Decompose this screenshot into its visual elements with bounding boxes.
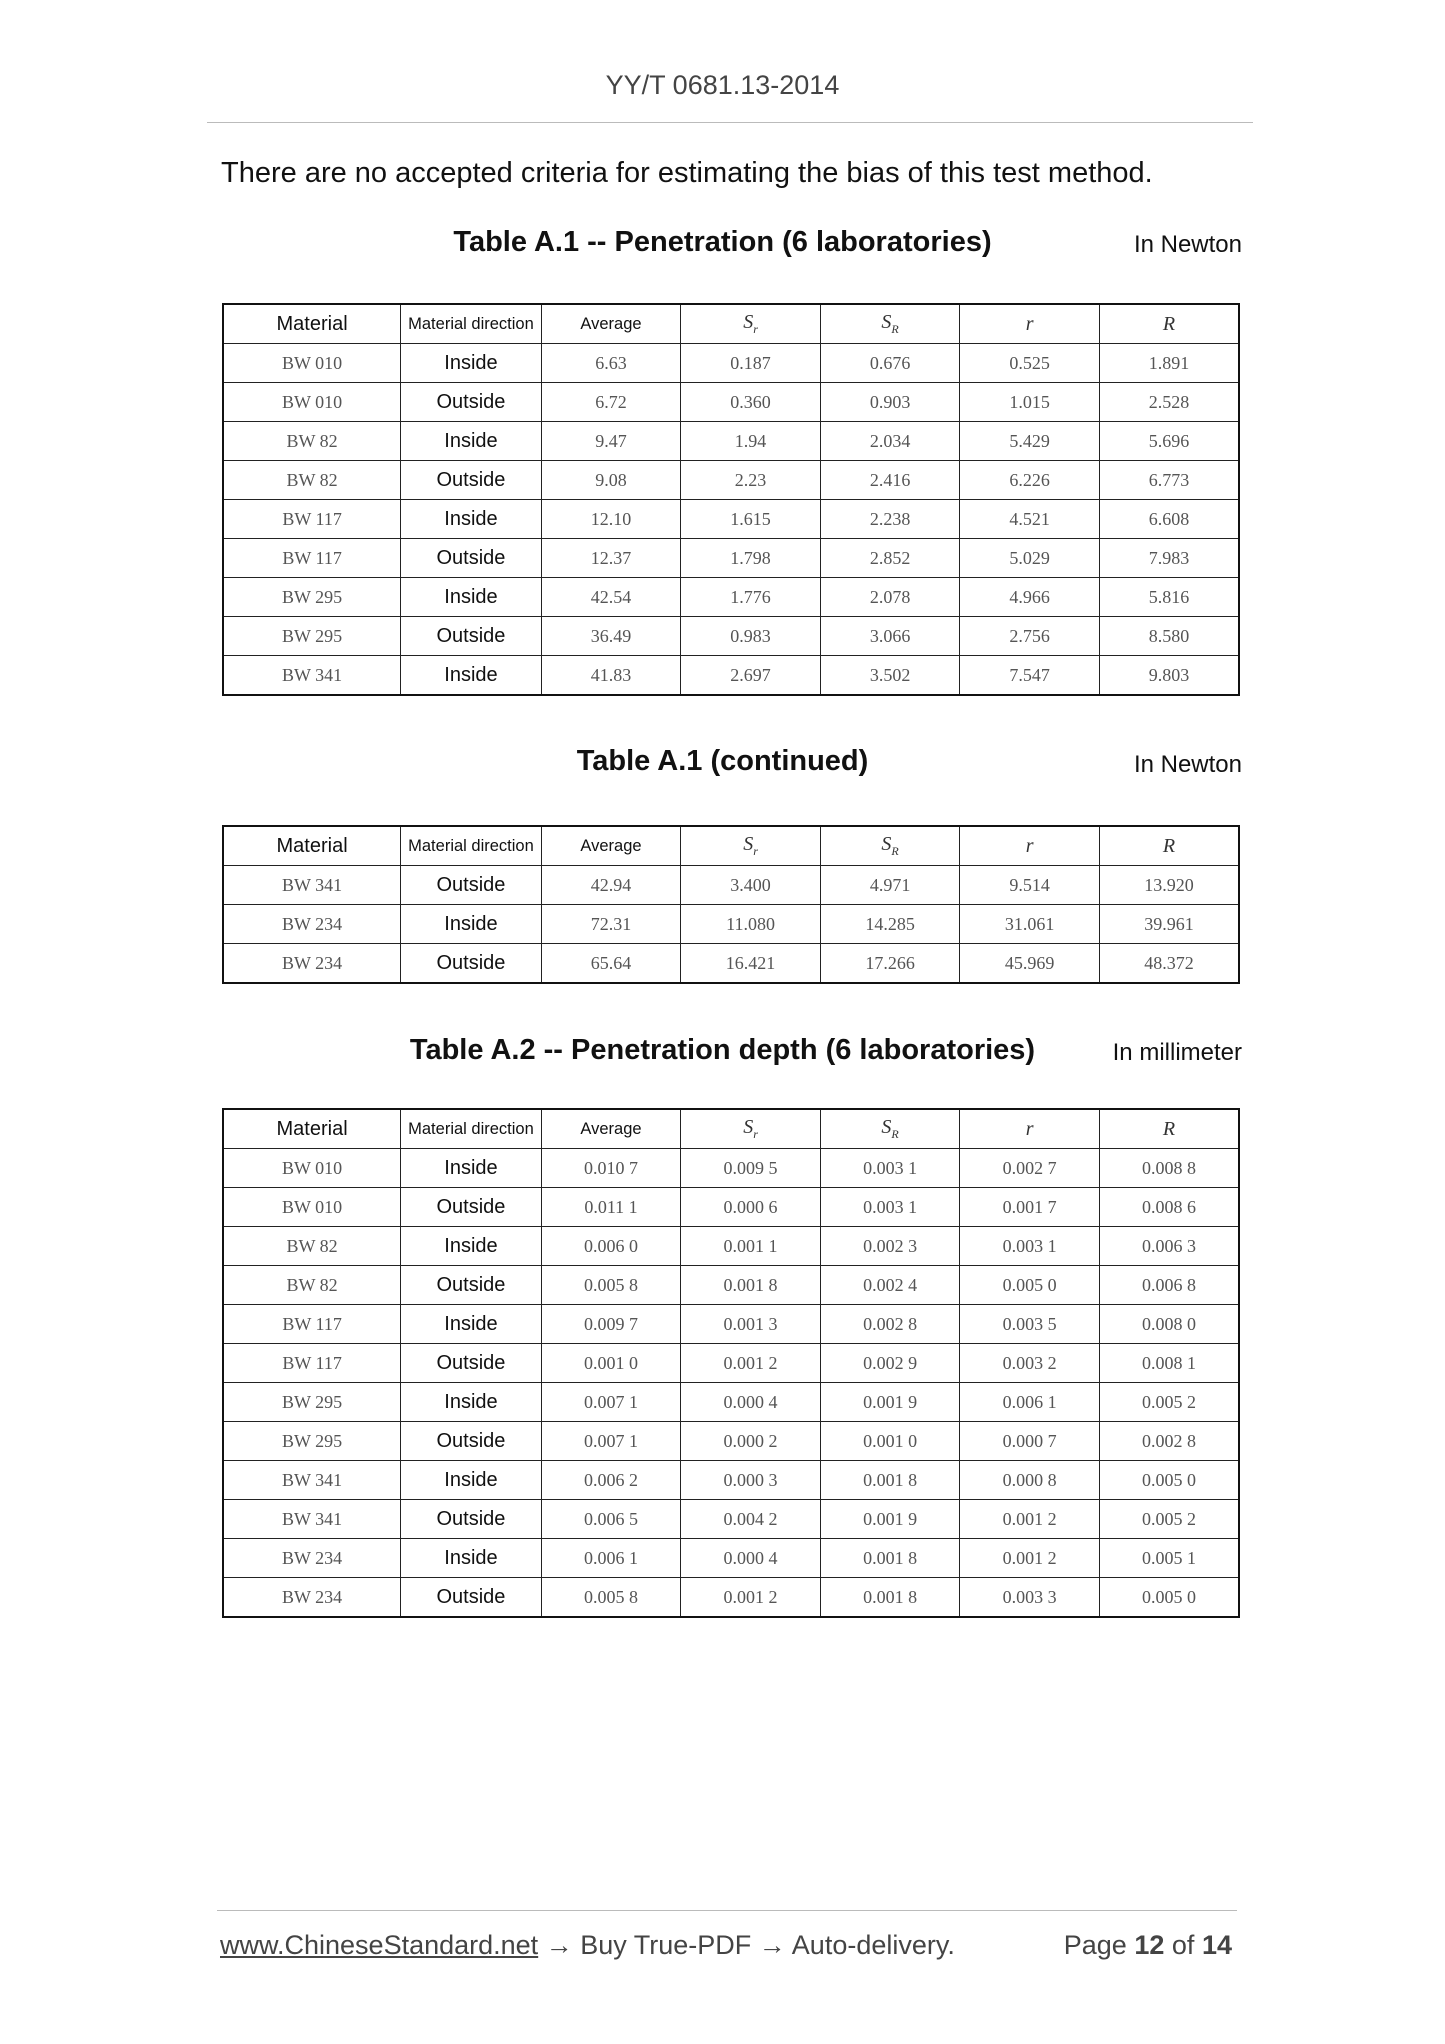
header-s-big-r-subscript: R (891, 1127, 899, 1141)
table-a1-cont-body (223, 866, 1239, 984)
table-a1-body (223, 344, 1239, 696)
table-row (223, 866, 1239, 905)
cell-r: 0.003 1 (960, 1227, 1100, 1266)
cell-s-big-r: 0.676 (820, 344, 960, 383)
cell-sr: 0.001 3 (681, 1305, 821, 1344)
cell-material: BW 117 (223, 539, 401, 578)
website-link[interactable]: www.ChineseStandard.net (220, 1930, 539, 1960)
header-reproducibility-R: R (1099, 304, 1239, 344)
header-material-direction: Material direction (401, 304, 542, 344)
cell-direction: Outside (401, 1266, 542, 1305)
header-average: Average (541, 826, 681, 866)
cell-s-big-r: 3.502 (820, 656, 960, 696)
cell-s-big-r: 0.003 1 (820, 1149, 960, 1188)
cell-material: BW 82 (223, 1227, 401, 1266)
cell-s-big-r: 0.001 9 (820, 1383, 960, 1422)
cell-sr: 0.004 2 (681, 1500, 821, 1539)
cell-material: BW 010 (223, 1188, 401, 1227)
header-row (223, 826, 1239, 866)
cell-average: 12.10 (541, 500, 681, 539)
cell-direction: Outside (401, 617, 542, 656)
cell-r: 4.521 (960, 500, 1100, 539)
table-row (223, 1305, 1239, 1344)
cell-r: 0.001 7 (960, 1188, 1100, 1227)
cell-big-r: 6.773 (1099, 461, 1239, 500)
cell-sr: 0.001 2 (681, 1344, 821, 1383)
table-row (223, 1578, 1239, 1618)
cell-average: 6.72 (541, 383, 681, 422)
page-indicator (1064, 1930, 1232, 1961)
header-material-direction: Material direction (401, 826, 542, 866)
table-a2-title: Table A.2 -- Penetration depth (6 laboratories) (409, 1034, 1036, 1066)
cell-direction: Outside (401, 383, 542, 422)
header-material: Material (223, 304, 401, 344)
table-row (223, 578, 1239, 617)
table-a1-cont-head (223, 826, 1239, 866)
cell-average: 0.007 1 (541, 1422, 681, 1461)
cell-big-r: 0.008 8 (1099, 1149, 1239, 1188)
cell-s-big-r: 2.852 (820, 539, 960, 578)
header-repeatability-r: r (960, 1109, 1100, 1149)
cell-material: BW 82 (223, 1266, 401, 1305)
cell-s-big-r: 0.001 8 (820, 1539, 960, 1578)
cell-average: 12.37 (541, 539, 681, 578)
header-s-big-r-symbol: S (881, 833, 892, 855)
header-average: Average (541, 1109, 681, 1149)
header-average: Average (541, 304, 681, 344)
table-row (223, 344, 1239, 383)
table-row (223, 1383, 1239, 1422)
cell-average: 0.005 8 (541, 1266, 681, 1305)
table-row (223, 1344, 1239, 1383)
cell-r: 5.429 (960, 422, 1100, 461)
cell-sr: 3.400 (681, 866, 821, 905)
cell-sr: 0.009 5 (681, 1149, 821, 1188)
footer-divider (217, 1910, 1237, 1911)
cell-s-big-r: 2.034 (820, 422, 960, 461)
cell-s-big-r: 3.066 (820, 617, 960, 656)
header-repeatability-r: r (960, 304, 1100, 344)
cell-direction: Inside (401, 500, 542, 539)
cell-direction: Inside (401, 1305, 542, 1344)
cell-sr: 0.001 2 (681, 1578, 821, 1618)
cell-direction: Outside (401, 461, 542, 500)
table-a1 (222, 303, 1240, 696)
cell-r: 0.006 1 (960, 1383, 1100, 1422)
cell-material: BW 82 (223, 422, 401, 461)
header-sr (681, 304, 821, 344)
cell-sr: 0.000 4 (681, 1383, 821, 1422)
cell-direction: Outside (401, 1500, 542, 1539)
cell-material: BW 117 (223, 500, 401, 539)
cell-big-r: 8.580 (1099, 617, 1239, 656)
cell-average: 6.63 (541, 344, 681, 383)
header-sr (681, 826, 821, 866)
header-sr-subscript: r (753, 844, 758, 858)
cell-direction: Inside (401, 1383, 542, 1422)
cell-sr: 0.001 8 (681, 1266, 821, 1305)
header-divider (207, 122, 1253, 123)
cell-sr: 11.080 (681, 905, 821, 944)
cell-r: 2.756 (960, 617, 1100, 656)
table-row (223, 656, 1239, 696)
cell-sr: 16.421 (681, 944, 821, 984)
cell-material: BW 295 (223, 1422, 401, 1461)
header-repeatability-r: r (960, 826, 1100, 866)
cell-big-r: 7.983 (1099, 539, 1239, 578)
cell-s-big-r: 0.001 0 (820, 1422, 960, 1461)
cell-big-r: 0.005 1 (1099, 1539, 1239, 1578)
document-id-header: YY/T 0681.13-2014 (605, 70, 840, 100)
cell-average: 42.94 (541, 866, 681, 905)
header-reproducibility-R: R (1099, 826, 1239, 866)
buy-pdf-text: Buy True-PDF (580, 1930, 752, 1960)
cell-s-big-r: 0.001 8 (820, 1578, 960, 1618)
table-row (223, 500, 1239, 539)
page-of-label: of (1171, 1930, 1195, 1960)
cell-r: 9.514 (960, 866, 1100, 905)
table-a1-cont-unit: In Newton (1133, 751, 1242, 778)
cell-r: 4.966 (960, 578, 1100, 617)
cell-big-r: 5.696 (1099, 422, 1239, 461)
arrow-icon: → (758, 1930, 786, 1960)
cell-material: BW 295 (223, 1383, 401, 1422)
page-footer (220, 1930, 1232, 1961)
cell-sr: 1.94 (681, 422, 821, 461)
table-row (223, 1500, 1239, 1539)
cell-r: 0.003 2 (960, 1344, 1100, 1383)
cell-s-big-r: 0.002 4 (820, 1266, 960, 1305)
header-s-big-r-symbol: S (881, 311, 892, 333)
cell-average: 0.011 1 (541, 1188, 681, 1227)
cell-big-r: 0.008 6 (1099, 1188, 1239, 1227)
cell-material: BW 010 (223, 344, 401, 383)
cell-r: 0.001 2 (960, 1500, 1100, 1539)
cell-direction: Inside (401, 656, 542, 696)
table-row (223, 539, 1239, 578)
header-sr-symbol: S (743, 311, 754, 333)
cell-material: BW 010 (223, 1149, 401, 1188)
cell-big-r: 0.002 8 (1099, 1422, 1239, 1461)
header-row (223, 304, 1239, 344)
cell-sr: 0.000 3 (681, 1461, 821, 1500)
header-material-direction: Material direction (401, 1109, 542, 1149)
table-a1-head (223, 304, 1239, 344)
page-total: 14 (1201, 1930, 1232, 1960)
arrow-icon: → (545, 1930, 573, 1960)
cell-sr: 2.697 (681, 656, 821, 696)
header-s-big-r-subscript: R (891, 844, 899, 858)
cell-s-big-r: 0.001 8 (820, 1461, 960, 1500)
cell-material: BW 341 (223, 656, 401, 696)
header-s-big-r (820, 304, 960, 344)
cell-big-r: 0.006 8 (1099, 1266, 1239, 1305)
header-sr (681, 1109, 821, 1149)
cell-material: BW 234 (223, 1539, 401, 1578)
cell-average: 0.009 7 (541, 1305, 681, 1344)
cell-sr: 1.776 (681, 578, 821, 617)
cell-material: BW 010 (223, 383, 401, 422)
table-row (223, 1539, 1239, 1578)
cell-average: 36.49 (541, 617, 681, 656)
table-a1-continued (222, 825, 1240, 984)
cell-big-r: 9.803 (1099, 656, 1239, 696)
cell-average: 0.001 0 (541, 1344, 681, 1383)
header-sr-symbol: S (743, 833, 754, 855)
cell-direction: Inside (401, 578, 542, 617)
cell-direction: Outside (401, 944, 542, 984)
cell-s-big-r: 2.078 (820, 578, 960, 617)
cell-big-r: 0.006 3 (1099, 1227, 1239, 1266)
cell-r: 0.000 8 (960, 1461, 1100, 1500)
cell-sr: 2.23 (681, 461, 821, 500)
cell-big-r: 0.005 0 (1099, 1578, 1239, 1618)
cell-direction: Outside (401, 1188, 542, 1227)
table-row (223, 461, 1239, 500)
cell-material: BW 295 (223, 578, 401, 617)
cell-direction: Inside (401, 422, 542, 461)
cell-r: 45.969 (960, 944, 1100, 984)
table-a2-head (223, 1109, 1239, 1149)
cell-big-r: 1.891 (1099, 344, 1239, 383)
table-row (223, 383, 1239, 422)
cell-sr: 0.000 6 (681, 1188, 821, 1227)
cell-direction: Inside (401, 1149, 542, 1188)
header-material: Material (223, 826, 401, 866)
cell-s-big-r: 2.416 (820, 461, 960, 500)
cell-s-big-r: 17.266 (820, 944, 960, 984)
cell-s-big-r: 0.002 8 (820, 1305, 960, 1344)
cell-material: BW 234 (223, 944, 401, 984)
cell-average: 9.08 (541, 461, 681, 500)
header-sr-subscript: r (753, 322, 758, 336)
cell-big-r: 6.608 (1099, 500, 1239, 539)
header-sr-symbol: S (743, 1116, 754, 1138)
header-material: Material (223, 1109, 401, 1149)
cell-r: 0.001 2 (960, 1539, 1100, 1578)
header-s-big-r (820, 826, 960, 866)
cell-big-r: 39.961 (1099, 905, 1239, 944)
header-s-big-r (820, 1109, 960, 1149)
table-row (223, 1188, 1239, 1227)
cell-direction: Outside (401, 539, 542, 578)
cell-big-r: 5.816 (1099, 578, 1239, 617)
cell-r: 1.015 (960, 383, 1100, 422)
cell-direction: Inside (401, 1227, 542, 1266)
table-row (223, 1149, 1239, 1188)
cell-material: BW 117 (223, 1305, 401, 1344)
cell-material: BW 234 (223, 1578, 401, 1618)
cell-s-big-r: 0.002 9 (820, 1344, 960, 1383)
cell-r: 0.003 3 (960, 1578, 1100, 1618)
cell-s-big-r: 0.903 (820, 383, 960, 422)
table-a2 (222, 1108, 1240, 1618)
cell-sr: 1.615 (681, 500, 821, 539)
cell-material: BW 82 (223, 461, 401, 500)
cell-s-big-r: 14.285 (820, 905, 960, 944)
cell-big-r: 0.008 0 (1099, 1305, 1239, 1344)
table-a2-unit: In millimeter (1112, 1039, 1242, 1066)
cell-r: 0.002 7 (960, 1149, 1100, 1188)
header-sr-subscript: r (753, 1127, 758, 1141)
table-a1-unit: In Newton (1133, 231, 1242, 258)
cell-r: 0.005 0 (960, 1266, 1100, 1305)
table-row (223, 1461, 1239, 1500)
cell-big-r: 48.372 (1099, 944, 1239, 984)
table-row (223, 1422, 1239, 1461)
cell-r: 7.547 (960, 656, 1100, 696)
page-number: 12 (1134, 1930, 1165, 1960)
cell-average: 9.47 (541, 422, 681, 461)
header-s-big-r-subscript: R (891, 322, 899, 336)
page-label: Page (1063, 1930, 1127, 1960)
cell-sr: 0.983 (681, 617, 821, 656)
cell-r: 6.226 (960, 461, 1100, 500)
cell-s-big-r: 0.001 9 (820, 1500, 960, 1539)
cell-average: 65.64 (541, 944, 681, 984)
table-a2-body (223, 1149, 1239, 1618)
cell-average: 0.005 8 (541, 1578, 681, 1618)
cell-average: 0.010 7 (541, 1149, 681, 1188)
table-row (223, 1227, 1239, 1266)
cell-average: 42.54 (541, 578, 681, 617)
cell-direction: Outside (401, 866, 542, 905)
cell-average: 0.007 1 (541, 1383, 681, 1422)
cell-material: BW 117 (223, 1344, 401, 1383)
cell-r: 0.000 7 (960, 1422, 1100, 1461)
cell-big-r: 0.008 1 (1099, 1344, 1239, 1383)
cell-s-big-r: 4.971 (820, 866, 960, 905)
cell-direction: Inside (401, 1539, 542, 1578)
cell-big-r: 13.920 (1099, 866, 1239, 905)
cell-sr: 0.000 2 (681, 1422, 821, 1461)
cell-average: 0.006 5 (541, 1500, 681, 1539)
table-a1-title: Table A.1 -- Penetration (6 laboratories) (453, 226, 992, 258)
cell-material: BW 341 (223, 1500, 401, 1539)
cell-material: BW 234 (223, 905, 401, 944)
cell-big-r: 2.528 (1099, 383, 1239, 422)
auto-delivery-text: Auto-delivery. (791, 1930, 955, 1960)
cell-big-r: 0.005 0 (1099, 1461, 1239, 1500)
cell-direction: Outside (401, 1578, 542, 1618)
cell-average: 41.83 (541, 656, 681, 696)
cell-big-r: 0.005 2 (1099, 1383, 1239, 1422)
cell-s-big-r: 0.003 1 (820, 1188, 960, 1227)
table-row (223, 944, 1239, 984)
header-s-big-r-symbol: S (881, 1116, 892, 1138)
cell-r: 0.525 (960, 344, 1100, 383)
cell-average: 72.31 (541, 905, 681, 944)
table-row (223, 617, 1239, 656)
header-reproducibility-R: R (1099, 1109, 1239, 1149)
cell-direction: Outside (401, 1344, 542, 1383)
cell-material: BW 341 (223, 866, 401, 905)
cell-sr: 0.187 (681, 344, 821, 383)
cell-sr: 1.798 (681, 539, 821, 578)
cell-material: BW 341 (223, 1461, 401, 1500)
header-row (223, 1109, 1239, 1149)
cell-s-big-r: 0.002 3 (820, 1227, 960, 1266)
intro-paragraph: There are no accepted criteria for estimating the bias of this test method. (221, 157, 1153, 189)
table-row (223, 422, 1239, 461)
table-row (223, 905, 1239, 944)
cell-r: 31.061 (960, 905, 1100, 944)
cell-s-big-r: 2.238 (820, 500, 960, 539)
cell-material: BW 295 (223, 617, 401, 656)
cell-sr: 0.360 (681, 383, 821, 422)
table-a1-cont-title: Table A.1 (continued) (576, 745, 869, 777)
cell-direction: Inside (401, 1461, 542, 1500)
cell-direction: Inside (401, 344, 542, 383)
cell-big-r: 0.005 2 (1099, 1500, 1239, 1539)
cell-average: 0.006 2 (541, 1461, 681, 1500)
cell-sr: 0.001 1 (681, 1227, 821, 1266)
cell-direction: Outside (401, 1422, 542, 1461)
cell-average: 0.006 0 (541, 1227, 681, 1266)
cell-direction: Inside (401, 905, 542, 944)
cell-average: 0.006 1 (541, 1539, 681, 1578)
cell-r: 0.003 5 (960, 1305, 1100, 1344)
cell-sr: 0.000 4 (681, 1539, 821, 1578)
cell-r: 5.029 (960, 539, 1100, 578)
table-row (223, 1266, 1239, 1305)
